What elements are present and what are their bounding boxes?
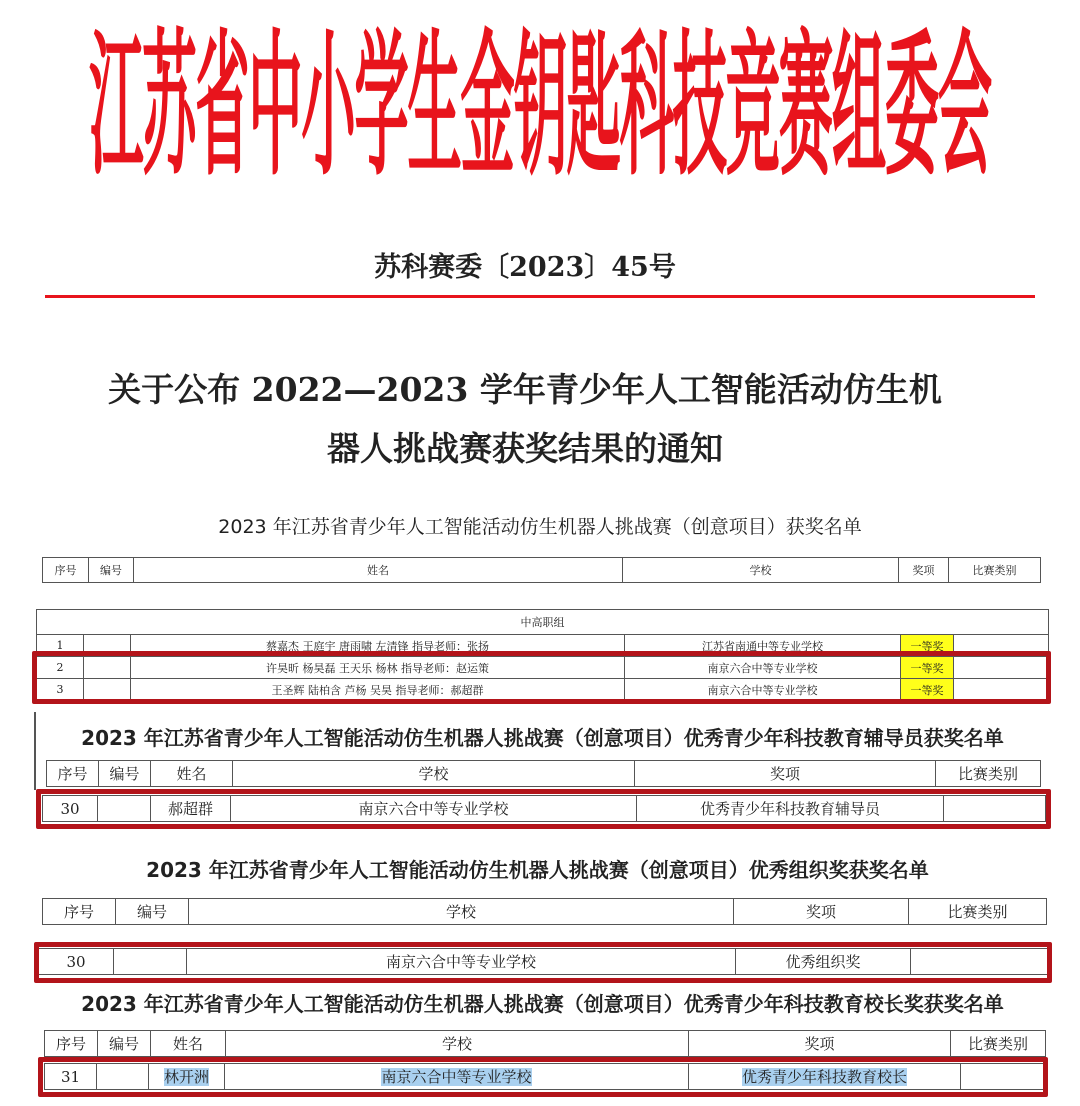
- col-header: 序号: [45, 1031, 98, 1057]
- col-header: 比赛类别: [951, 1031, 1046, 1057]
- col-header: 编号: [99, 761, 151, 787]
- highlight-box: [32, 651, 1051, 704]
- col-header: 序号: [43, 899, 116, 925]
- organization-masthead: [0, 10, 1080, 197]
- group-label: 中高职组: [37, 610, 1049, 635]
- row-names: 蔡嘉杰 王庭宇 唐雨啸 左清锋 指导老师：张扬: [131, 635, 625, 657]
- section1-title: 2023 年江苏省青少年人工智能活动仿生机器人挑战赛（创意项目）获奖名单: [218, 516, 862, 538]
- row-name: 郝超群: [151, 796, 231, 822]
- row-no: 30: [43, 796, 98, 822]
- row-award: 优秀青少年科技教育校长: [741, 1068, 907, 1086]
- row-school: 南京六合中等专业学校: [231, 796, 637, 822]
- col-header: 姓名: [151, 761, 233, 787]
- row-no: 3: [37, 679, 84, 701]
- col-header: 编号: [89, 558, 134, 583]
- section3-title: 2023 年江苏省青少年人工智能活动仿生机器人挑战赛（创意项目）优秀组织奖获奖名单: [146, 858, 929, 882]
- highlight-box: [34, 942, 1052, 983]
- row-award: 优秀组织奖: [736, 949, 911, 975]
- section2-header-table: [46, 760, 1041, 787]
- row-school: 南京六合中等专业学校: [625, 657, 901, 679]
- row-award: 一等奖: [901, 657, 954, 679]
- row-school: 南京六合中等专业学校: [625, 679, 901, 701]
- row-school: 南京六合中等专业学校: [381, 1068, 532, 1086]
- col-header: 比赛类别: [936, 761, 1041, 787]
- col-header: 奖项: [689, 1031, 951, 1057]
- row-names: 王圣辉 陆柏含 芦杨 吴昊 指导老师：郝超群: [131, 679, 625, 701]
- col-header: 学校: [623, 558, 899, 583]
- row-no: 30: [39, 949, 114, 975]
- section1-header-table: [42, 557, 1041, 583]
- col-header: 姓名: [151, 1031, 226, 1057]
- col-header: 学校: [226, 1031, 689, 1057]
- row-award: 一等奖: [901, 635, 954, 657]
- col-header: 奖项: [734, 899, 909, 925]
- section3-header-table: [42, 898, 1047, 925]
- section4-header-table: [44, 1030, 1046, 1057]
- row-names: 许昊昕 杨昊磊 王天乐 杨林 指导老师：赵运策: [131, 657, 625, 679]
- section4-title: 2023 年江苏省青少年人工智能活动仿生机器人挑战赛（创意项目）优秀青少年科技教育校长奖获奖名单: [81, 992, 1004, 1016]
- col-header: 学校: [189, 899, 734, 925]
- notice-title-line2: 器人挑战赛获奖结果的通知: [327, 429, 723, 468]
- row-no: 1: [37, 635, 84, 657]
- section2-title: 2023 年江苏省青少年人工智能活动仿生机器人挑战赛（创意项目）优秀青少年科技教育辅导员获奖名单: [81, 726, 1004, 750]
- highlight-box: [36, 789, 1051, 829]
- red-divider: [45, 295, 1035, 298]
- row-no: 31: [45, 1064, 97, 1090]
- col-header: 序号: [47, 761, 99, 787]
- col-header: 姓名: [134, 558, 623, 583]
- row-no: 2: [37, 657, 84, 679]
- col-header: 编号: [98, 1031, 151, 1057]
- col-header: 奖项: [899, 558, 949, 583]
- col-header: 比赛类别: [949, 558, 1041, 583]
- row-award: 优秀青少年科技教育辅导员: [637, 796, 944, 822]
- col-header: 编号: [116, 899, 189, 925]
- row-school: 江苏省南通中等专业学校: [625, 635, 901, 657]
- row-school: 南京六合中等专业学校: [187, 949, 736, 975]
- col-header: 学校: [233, 761, 635, 787]
- organization-name: 江苏省中小学生金钥匙科技竞赛组委会: [89, 13, 991, 197]
- col-header: 比赛类别: [909, 899, 1047, 925]
- highlight-box: [38, 1057, 1048, 1097]
- row-award: 一等奖: [901, 679, 954, 701]
- notice-title-line1: 关于公布 2022—2023 学年青少年人工智能活动仿生机: [108, 370, 942, 409]
- col-header: 奖项: [635, 761, 936, 787]
- document-number: 苏科赛委〔2023〕45号: [374, 252, 676, 283]
- row-name: 林开洲: [163, 1068, 209, 1086]
- col-header: 序号: [43, 558, 89, 583]
